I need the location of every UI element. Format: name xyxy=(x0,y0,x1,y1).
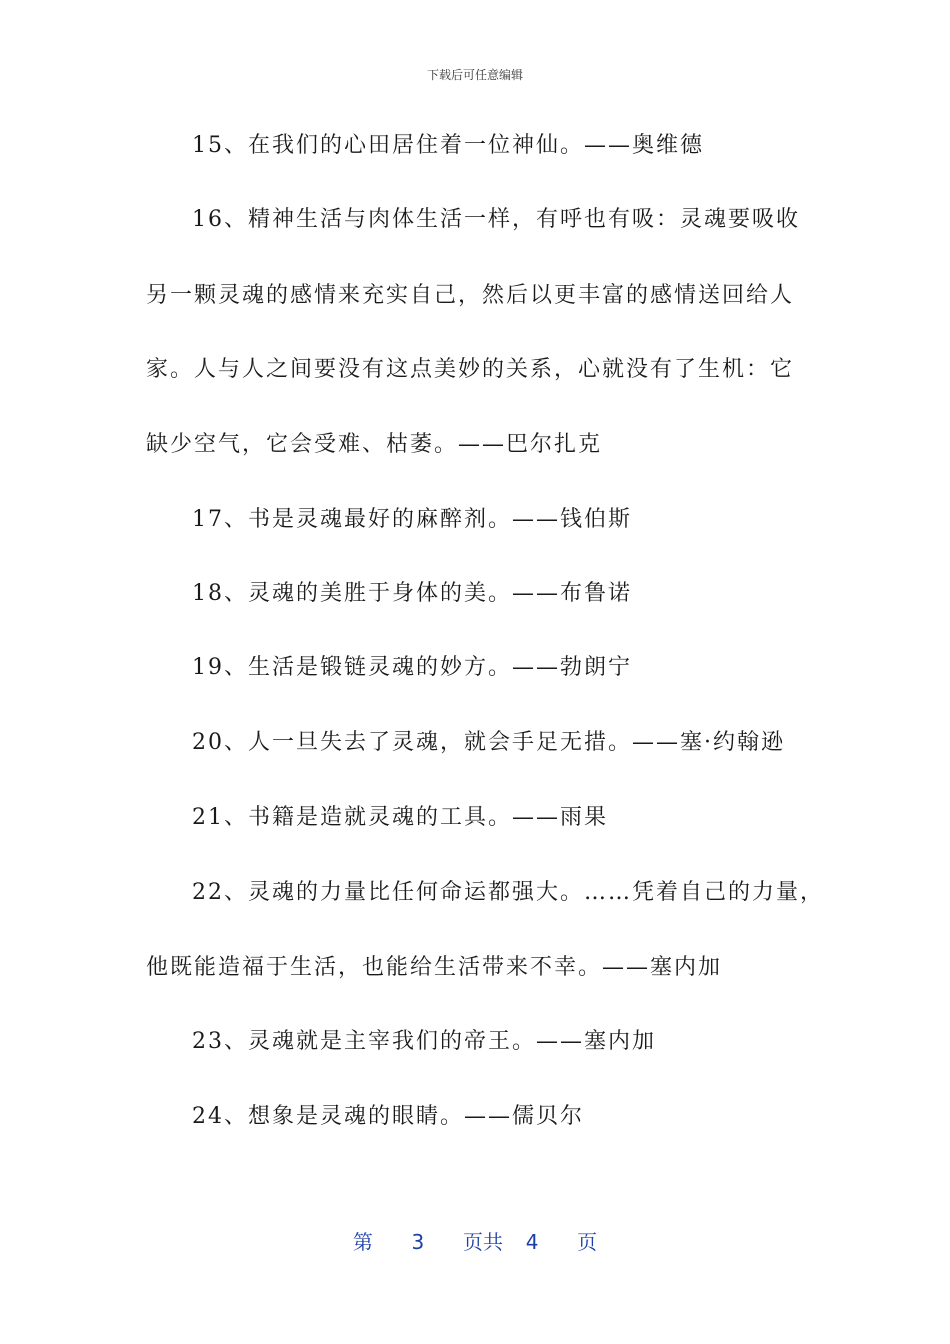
page-header-note: 下载后可任意编辑 xyxy=(426,68,523,82)
text-line: 家。人与人之间要没有这点美妙的关系，心就没有了生机：它 xyxy=(146,357,795,382)
current-page-number: 3 xyxy=(411,1230,425,1254)
text-line: 24、想象是灵魂的眼睛。——儒贝尔 xyxy=(192,1104,584,1129)
text-line: 缺少空气，它会受难、枯萎。——巴尔扎克 xyxy=(146,432,603,457)
text-line: 17、书是灵魂最好的麻醉剂。——钱伯斯 xyxy=(192,507,632,532)
text-line: 21、书籍是造就灵魂的工具。——雨果 xyxy=(192,805,608,830)
text-line: 19、生活是锻链灵魂的妙方。——勃朗宁 xyxy=(192,655,632,680)
page-footer xyxy=(0,1226,950,1255)
text-line: 15、在我们的心田居住着一位神仙。——奥维德 xyxy=(192,133,704,158)
page-label-prefix: 第 xyxy=(352,1230,373,1254)
page-label-suffix: 页 xyxy=(577,1230,598,1254)
text-line: 23、灵魂就是主宰我们的帝王。——塞内加 xyxy=(192,1029,656,1054)
text-line: 18、灵魂的美胜于身体的美。——布鲁诺 xyxy=(192,581,632,606)
text-line: 另一颗灵魂的感情来充实自己，然后以更丰富的感情送回给人 xyxy=(146,283,795,308)
total-pages-number: 4 xyxy=(525,1230,539,1254)
text-line: 16、精神生活与肉体生活一样，有呼也有吸：灵魂要吸收 xyxy=(192,207,800,232)
text-line: 20、人一旦失去了灵魂，就会手足无措。——塞·约翰逊 xyxy=(192,730,785,755)
text-line: 他既能造福于生活，也能给生活带来不幸。——塞内加 xyxy=(146,955,723,980)
page-label-mid: 页共 xyxy=(463,1230,503,1254)
text-line: 22、灵魂的力量比任何命运都强大。……凭着自己的力量， xyxy=(192,880,824,905)
